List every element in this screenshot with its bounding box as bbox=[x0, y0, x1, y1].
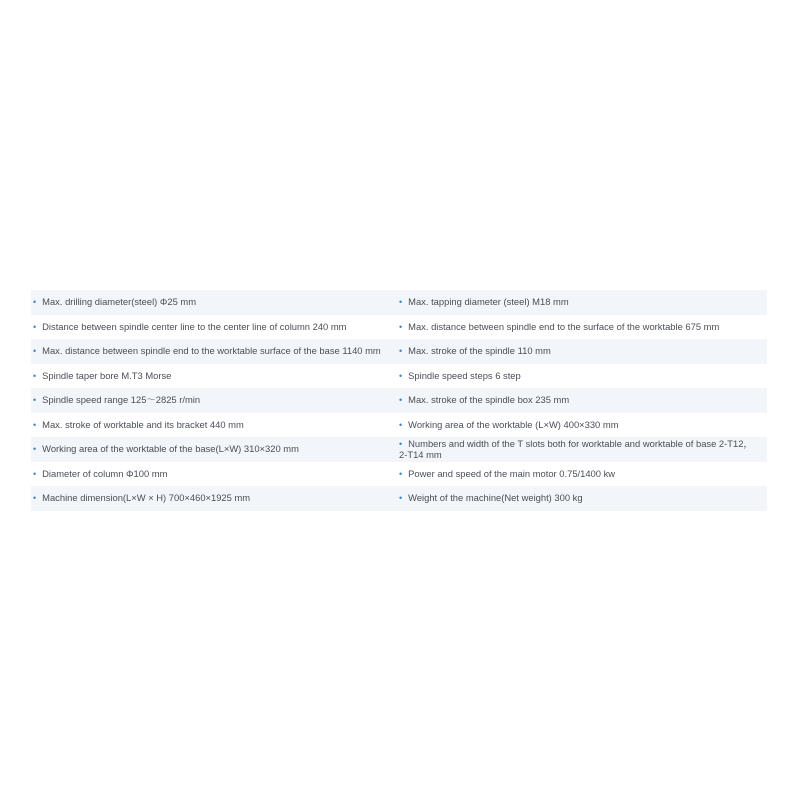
spec-cell-right bbox=[399, 388, 767, 413]
spec-cell-right bbox=[399, 462, 767, 487]
bullet-icon: • bbox=[33, 419, 37, 430]
spec-row bbox=[31, 388, 767, 413]
bullet-icon: • bbox=[399, 346, 403, 356]
spec-cell-right bbox=[399, 413, 767, 438]
spec-cell-left bbox=[31, 437, 399, 462]
spec-cell-left bbox=[31, 315, 399, 340]
spec-text: Max. distance between spindle end to the surface of the worktable 675 mm bbox=[408, 320, 720, 332]
bullet-icon: • bbox=[33, 493, 37, 503]
spec-cell-left bbox=[31, 388, 399, 413]
spec-row bbox=[31, 486, 767, 511]
bullet-icon: • bbox=[33, 395, 37, 405]
spec-cell-right bbox=[399, 437, 767, 462]
spec-text: Spindle speed range 125～2825 r/min bbox=[42, 394, 201, 405]
spec-row bbox=[31, 437, 767, 462]
spec-cell-right bbox=[399, 364, 767, 389]
bullet-icon: • bbox=[399, 395, 403, 405]
bullet-icon: • bbox=[33, 346, 37, 356]
spec-text: Max. drilling diameter(steel) Φ25 mm bbox=[42, 296, 197, 307]
spec-text: Max. stroke of the spindle box 235 mm bbox=[408, 394, 570, 405]
bullet-icon: • bbox=[33, 370, 37, 381]
spec-row bbox=[31, 339, 767, 364]
spec-row bbox=[31, 315, 767, 340]
spec-row bbox=[31, 364, 767, 389]
bullet-icon: • bbox=[33, 321, 37, 332]
spec-cell-right bbox=[399, 339, 767, 364]
bullet-icon: • bbox=[33, 297, 37, 307]
spec-text: Max. stroke of worktable and its bracket 440 mm bbox=[42, 418, 244, 430]
spec-text: Spindle speed steps 6 step bbox=[408, 369, 521, 381]
bullet-icon: • bbox=[33, 444, 37, 454]
bullet-icon: • bbox=[399, 297, 403, 307]
spec-text: Power and speed of the main motor 0.75/1400 kw bbox=[408, 467, 616, 479]
spec-text: Distance between spindle center line to the center line of column 240 mm bbox=[42, 320, 347, 332]
spec-cell-left bbox=[31, 364, 399, 389]
spec-cell-left bbox=[31, 486, 399, 511]
spec-cell-right bbox=[399, 486, 767, 511]
spec-text: Machine dimension(L×W × H) 700×460×1925 mm bbox=[42, 492, 251, 503]
bullet-icon: • bbox=[399, 321, 403, 332]
spec-text: Diameter of column Φ100 mm bbox=[42, 467, 168, 479]
spec-text: Max. tapping diameter (steel) M18 mm bbox=[408, 296, 569, 307]
bullet-icon: • bbox=[399, 370, 403, 381]
spec-cell-right bbox=[399, 315, 767, 340]
spec-cell-left bbox=[31, 290, 399, 315]
spec-cell-left bbox=[31, 339, 399, 364]
spec-text: Max. stroke of the spindle 110 mm bbox=[408, 345, 551, 356]
spec-row bbox=[31, 462, 767, 487]
bullet-icon: • bbox=[33, 468, 37, 479]
spec-text: Spindle taper bore M.T3 Morse bbox=[42, 369, 172, 381]
bullet-icon: • bbox=[399, 493, 403, 503]
spec-text: Weight of the machine(Net weight) 300 kg bbox=[408, 492, 583, 503]
bullet-icon: • bbox=[399, 468, 403, 479]
spec-cell-right bbox=[399, 290, 767, 315]
spec-text: Working area of the worktable of the base(L×W) 310×320 mm bbox=[42, 443, 299, 454]
spec-text: Max. distance between spindle end to the worktable surface of the base 1140 mm bbox=[42, 345, 381, 356]
spec-row bbox=[31, 413, 767, 438]
spec-table bbox=[31, 290, 767, 511]
spec-text: Working area of the worktable (L×W) 400×330 mm bbox=[408, 418, 619, 430]
bullet-icon: • bbox=[399, 439, 403, 450]
bullet-icon: • bbox=[399, 419, 403, 430]
spec-cell-left bbox=[31, 413, 399, 438]
spec-row bbox=[31, 290, 767, 315]
spec-cell-left bbox=[31, 462, 399, 487]
spec-text: Numbers and width of the T slots both for worktable and worktable of base 2-T12，2-T14 mm bbox=[399, 438, 753, 460]
